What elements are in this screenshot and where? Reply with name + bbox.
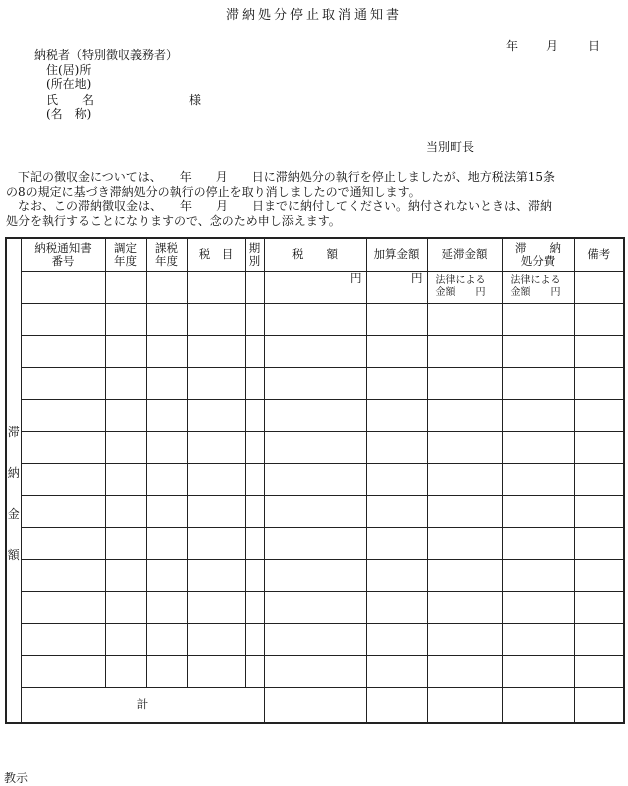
notice-body <box>6 170 621 228</box>
total-row <box>6 687 624 723</box>
name-label: 氏 名 <box>46 93 95 107</box>
side-char-3: 金 <box>7 507 20 521</box>
side-char-1: 滞 <box>7 425 20 439</box>
body-line-2: の8の規定に基づき滞納処分の執行の停止を取り消しましたので通知します。 <box>6 184 421 199</box>
corp-name-label: (名 称) <box>46 107 92 121</box>
table-row <box>6 655 624 687</box>
issuer-name: 当別町長 <box>426 140 475 154</box>
delinquency-table <box>5 237 625 724</box>
date-day: 日 <box>588 39 601 53</box>
kyoji-label: 教示 <box>4 771 29 785</box>
header-remarks: 備考 <box>574 238 624 271</box>
table-row <box>6 271 624 303</box>
header-tax-item: 税 目 <box>187 238 245 271</box>
table-row <box>6 335 624 367</box>
legal-amount-disposal: 法律による 金額 円 <box>502 271 574 303</box>
taxpayer-label: 納税者（特別徴収義務者） <box>34 48 179 62</box>
document-title: 滞納処分停止取消通知書 <box>225 8 402 23</box>
date-month: 月 <box>546 39 559 53</box>
body-line-4: 処分を執行することになりますので、念のため申し添えます。 <box>6 213 341 228</box>
table-row <box>6 591 624 623</box>
table-row <box>6 431 624 463</box>
side-char-4: 額 <box>7 548 20 562</box>
header-adjust-year: 調定 年度 <box>105 238 146 271</box>
yen-unit-surcharge: 円 <box>366 271 427 303</box>
header-delinquency: 延滞金額 <box>427 238 502 271</box>
header-surcharge: 加算金額 <box>366 238 427 271</box>
issue-date <box>506 37 600 54</box>
body-line-3: なお、この滞納徴収金は、 年 月 日までに納付してください。納付されないときは、滞納 <box>18 199 553 213</box>
table-row <box>6 623 624 655</box>
location-label: (所在地) <box>46 77 92 91</box>
header-row <box>6 238 624 271</box>
header-period: 期 別 <box>245 238 264 271</box>
header-tax-year: 課税 年度 <box>146 238 187 271</box>
total-label: 計 <box>21 687 264 723</box>
side-label-cell <box>6 238 21 723</box>
body-line-1: 下記の徴収金については、 年 月 日に滞納処分の執行を停止しましたが、地方税法第15条 <box>18 170 556 184</box>
date-year: 年 <box>506 39 519 53</box>
header-disposal-cost: 滞 納 処分費 <box>502 238 574 271</box>
sama-label: 様 <box>189 93 202 107</box>
side-char-2: 納 <box>7 466 20 480</box>
address-label: 住(居)所 <box>46 63 92 77</box>
table-row <box>6 367 624 399</box>
table-row <box>6 559 624 591</box>
yen-unit-tax: 円 <box>264 271 366 303</box>
table-row <box>6 463 624 495</box>
table-row <box>6 399 624 431</box>
table-row <box>6 495 624 527</box>
table-row <box>6 527 624 559</box>
header-notice-no: 納税通知書 番号 <box>21 238 105 271</box>
header-tax-amount: 税 額 <box>264 238 366 271</box>
table-row <box>6 303 624 335</box>
legal-amount-delinquency: 法律による 金額 円 <box>427 271 502 303</box>
